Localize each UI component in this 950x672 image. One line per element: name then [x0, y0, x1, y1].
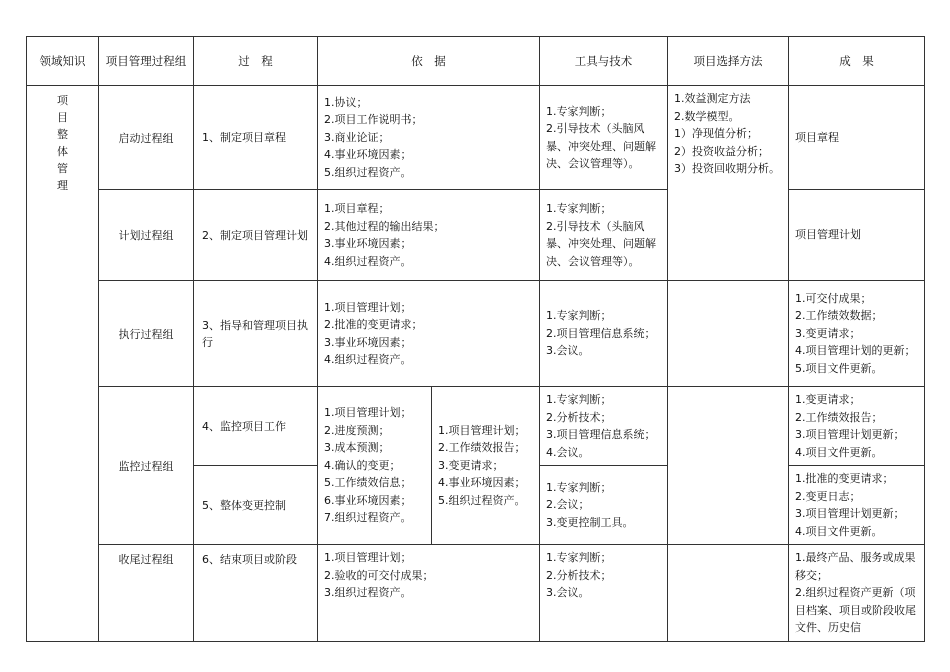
header-tools: 工具与技术	[540, 37, 668, 86]
list-item: 3.变更请求；	[438, 458, 504, 472]
row-planning	[27, 190, 925, 281]
list-item: 4.项目管理计划的更新；	[795, 344, 916, 358]
list-item: 2.工作绩效数据；	[795, 309, 883, 323]
list-item: 3.事业环境因素；	[324, 335, 412, 349]
list-item: 2.引导技术（头脑风暴、冲突处理、问题解决、会议管理等）。	[546, 122, 656, 170]
selection-methods	[668, 86, 789, 281]
outputs-monitoring-a	[789, 387, 925, 466]
list-item: 1.专家判断；	[546, 551, 612, 564]
list-item: 2.项目管理信息系统；	[546, 326, 656, 340]
list-item: 4.组织过程资产。	[324, 353, 412, 366]
inputs-monitoring-a	[318, 387, 432, 545]
list-item: 5.项目文件更新。	[795, 361, 883, 375]
list-item: 1.批准的变更请求；	[795, 472, 894, 485]
list-item: 3）投资回收期分析。	[674, 162, 780, 175]
outputs-planning	[789, 190, 925, 281]
list-item: 1.项目管理计划；	[438, 423, 526, 437]
list-item: 4.会议。	[546, 445, 590, 459]
list-item: 2.项目工作说明书；	[324, 113, 423, 127]
outputs-initiating	[789, 86, 925, 190]
list-item: 3.会议。	[546, 586, 590, 599]
list-item: 1.最终产品、服务或成果移交；	[795, 551, 916, 582]
list-item: 3.项目管理信息系统；	[546, 428, 656, 441]
list-item: 3.事业环境因素；	[324, 237, 412, 250]
group-closing: 收尾过程组	[99, 545, 194, 642]
outputs-executing	[789, 281, 925, 387]
process-6: 6、结束项目或阶段	[194, 545, 318, 642]
list-item: 1.项目章程；	[324, 202, 390, 215]
list-item: 项目章程	[795, 130, 839, 144]
tools-planning	[540, 190, 668, 281]
list-item: 4.项目文件更新。	[795, 445, 883, 459]
list-item: 2.其他过程的输出结果；	[324, 219, 445, 233]
list-item: 1.专家判断；	[546, 480, 612, 494]
row-closing	[27, 545, 925, 642]
group-monitoring: 监控过程组	[99, 387, 194, 545]
list-item: 1.专家判断；	[546, 309, 612, 323]
list-item: 2.组织过程资产更新（项目档案、项目或阶段收尾文件、历史信	[795, 586, 916, 634]
list-item: 2.进度预测；	[324, 423, 390, 437]
selection-empty	[668, 387, 789, 545]
inputs-closing	[318, 545, 540, 642]
domain-char: 体	[57, 145, 68, 158]
process-2: 2、制定项目管理计划	[194, 190, 318, 281]
header-process: 过 程	[194, 37, 318, 86]
process-5: 5、整体变更控制	[194, 466, 318, 545]
domain-char: 目	[57, 111, 68, 124]
outputs-closing	[789, 545, 925, 642]
list-item: 7.组织过程资产。	[324, 511, 412, 525]
list-item: 1）净现值分析；	[674, 127, 758, 140]
process-1: 1、制定项目章程	[194, 86, 318, 190]
list-item: 5.工作绩效信息；	[324, 476, 412, 490]
list-item: 1.可交付成果；	[795, 291, 872, 305]
list-item: 4.项目文件更新。	[795, 524, 883, 538]
list-item: 2.分析技术；	[546, 410, 612, 424]
list-item: 1.专家判断；	[546, 393, 612, 406]
selection-empty	[668, 545, 789, 642]
list-item: 1.项目管理计划；	[324, 300, 412, 314]
header-row	[27, 37, 925, 86]
list-item: 2.分析技术；	[546, 568, 612, 582]
list-item: 3.组织过程资产。	[324, 586, 412, 599]
tools-closing	[540, 545, 668, 642]
list-item: 5.组织过程资产。	[438, 493, 526, 507]
list-item: 1.效益测定方法	[674, 92, 751, 105]
row-initiating	[27, 86, 925, 190]
list-item: 2.数学模型。	[674, 109, 740, 123]
tools-monitoring-a	[540, 387, 668, 466]
domain-char: 整	[57, 128, 68, 141]
process-4: 4、监控项目工作	[194, 387, 318, 466]
list-item: 项目管理计划	[795, 228, 861, 242]
list-item: 1.变更请求；	[795, 393, 861, 406]
header-inputs: 依 据	[318, 37, 540, 86]
list-item: 2.验收的可交付成果；	[324, 568, 434, 582]
list-item: 3.项目管理计划更新；	[795, 507, 905, 520]
list-item: 1.专家判断；	[546, 104, 612, 118]
domain-char: 管	[57, 162, 68, 175]
list-item: 3.商业论证；	[324, 130, 390, 144]
list-item: 2.会议；	[546, 498, 590, 512]
tools-initiating	[540, 86, 668, 190]
list-item: 1.项目管理计划；	[324, 406, 412, 420]
group-planning: 计划过程组	[99, 190, 194, 281]
header-outputs: 成 果	[789, 37, 925, 86]
header-selection-method: 项目选择方法	[668, 37, 789, 86]
inputs-initiating	[318, 86, 540, 190]
list-item: 2.工作绩效报告；	[438, 441, 526, 455]
list-item: 2.工作绩效报告；	[795, 410, 883, 424]
row-monitoring-a	[27, 387, 925, 466]
list-item: 2.引导技术（头脑风暴、冲突处理、问题解决、会议管理等）。	[546, 219, 656, 268]
inputs-executing	[318, 281, 540, 387]
list-item: 4.事业环境因素；	[438, 476, 526, 490]
integration-management-table	[26, 36, 925, 642]
inputs-planning	[318, 190, 540, 281]
process-3: 3、指导和管理项目执行	[194, 281, 318, 387]
list-item: 4.确认的变更；	[324, 458, 401, 472]
list-item: 3.变更请求；	[795, 326, 861, 340]
selection-empty	[668, 281, 789, 387]
list-item: 6.事业环境因素；	[324, 493, 412, 507]
list-item: 1.项目管理计划；	[324, 551, 412, 564]
list-item: 2.批准的变更请求；	[324, 318, 423, 331]
list-item: 4.组织过程资产。	[324, 254, 412, 268]
list-item: 1.专家判断；	[546, 202, 612, 215]
list-item: 3.成本预测；	[324, 441, 390, 455]
header-domain: 领域知识	[27, 37, 99, 86]
list-item: 2.变更日志；	[795, 489, 861, 503]
row-executing	[27, 281, 925, 387]
header-process-group: 项目管理过程组	[99, 37, 194, 86]
outputs-monitoring-b	[789, 466, 925, 545]
list-item: 3.项目管理计划更新；	[795, 428, 905, 441]
domain-char: 理	[57, 179, 68, 192]
inputs-monitoring-b	[432, 387, 540, 545]
list-item: 3.会议。	[546, 344, 590, 358]
group-executing: 执行过程组	[99, 281, 194, 387]
list-item: 4.事业环境因素；	[324, 148, 412, 162]
list-item: 5.组织过程资产。	[324, 165, 412, 179]
group-initiating: 启动过程组	[99, 86, 194, 190]
domain-cell	[27, 86, 99, 642]
list-item: 2）投资收益分析；	[674, 144, 769, 158]
domain-char: 项	[57, 94, 68, 107]
list-item: 1.协议；	[324, 95, 368, 109]
list-item: 3.变更控制工具。	[546, 515, 634, 529]
tools-monitoring-b	[540, 466, 668, 545]
tools-executing	[540, 281, 668, 387]
